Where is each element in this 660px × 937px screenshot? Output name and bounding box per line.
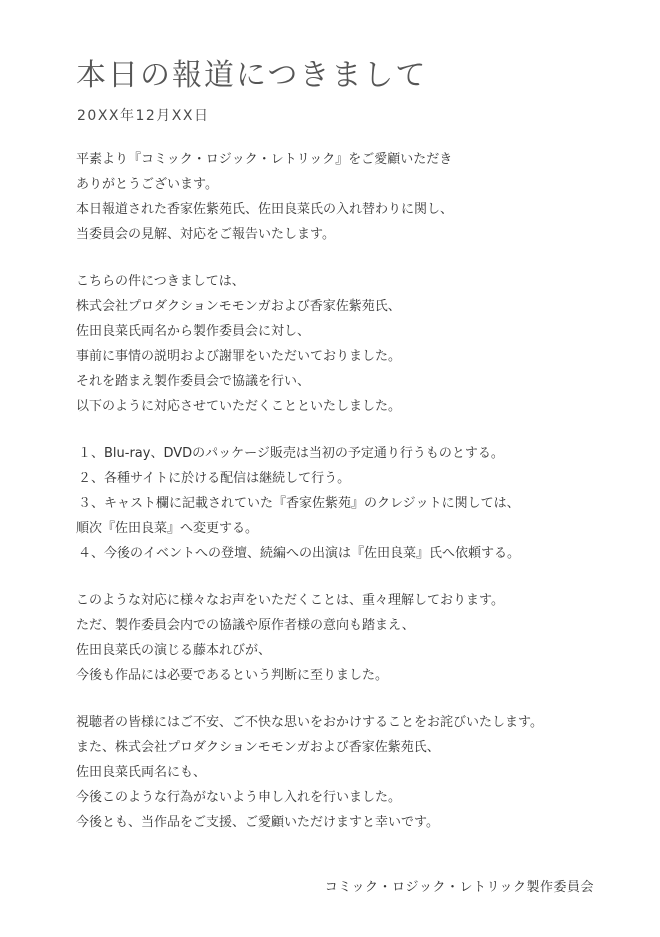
list-item: １、Blu-ray、DVDのパッケージ販売は当初の予定通り行うものとする。 [78,446,504,461]
paragraph-gap [76,247,636,269]
text-line: 今後このような行為がないよう申し入れを行いました。 [76,790,402,805]
text-line: 以下のように対応させていただくことといたしました。 [76,399,402,414]
text-line: ただ、製作委員会内での協議や原作者様の意向も踏まえ、 [76,618,415,633]
text-line: 事前に事情の説明および謝罪をいただいておりました。 [76,349,402,364]
response-list [76,441,636,566]
text-line: このような対応に様々なお声をいただくことは、重々理解しております。 [76,593,504,608]
text-line: 今後とも、当作品をご支援、ご愛顧いただけますと幸いです。 [76,815,439,830]
page-title: 本日の報道につきまして [76,58,428,93]
signature: コミック・ロジック・レトリック製作委員会 [324,880,594,895]
text-line: 視聴者の皆様にはご不安、ご不快な思いをおかけすることをお詫びいたします。 [76,715,543,730]
list-item: ４、今後のイベントへの登壇、続編への出演は『佐田良菜』氏へ依頼する。 [78,546,521,561]
paragraph-gap [76,566,636,588]
text-line: 本日報道された香家佐紫苑氏、佐田良菜氏の入れ替わりに関し、 [76,202,454,217]
paragraph-reasoning [76,588,636,688]
statement-date: 20XX年12月XX日 [77,108,210,124]
text-line: 佐田良菜氏の演じる藤本れびが、 [76,643,272,658]
paragraph-gap [76,688,636,710]
text-line: 株式会社プロダクションモモンガおよび香家佐紫苑氏、 [76,299,401,314]
list-item: ２、各種サイトに於ける配信は継続して行う。 [78,471,351,486]
text-line: 今後も作品には必要であるという判断に至りました。 [76,668,389,683]
paragraph-gap [76,419,636,441]
list-item-continuation: 順次『佐田良菜』へ変更する。 [76,521,259,536]
text-line: 平素より『コミック・ロジック・レトリック』をご愛顧いただき [76,152,453,167]
text-line: 当委員会の見解、対応をご報告いたします。 [76,227,335,242]
text-line: 佐田良菜氏両名から製作委員会に対し、 [76,324,311,339]
text-line: それを踏まえ製作委員会で協議を行い、 [76,374,311,389]
statement-body [76,147,636,835]
list-item: ３、キャスト欄に記載されていた『香家佐紫苑』のクレジットに関しては、 [78,496,520,511]
text-line: 佐田良菜氏両名にも、 [76,765,207,780]
text-line: ありがとうございます。 [76,177,218,192]
paragraph-background [76,269,636,419]
paragraph-greeting [76,147,636,247]
text-line: こちらの件につきましては、 [76,274,245,289]
paragraph-apology [76,710,636,835]
text-line: また、株式会社プロダクションモモンガおよび香家佐紫苑氏、 [76,740,440,755]
